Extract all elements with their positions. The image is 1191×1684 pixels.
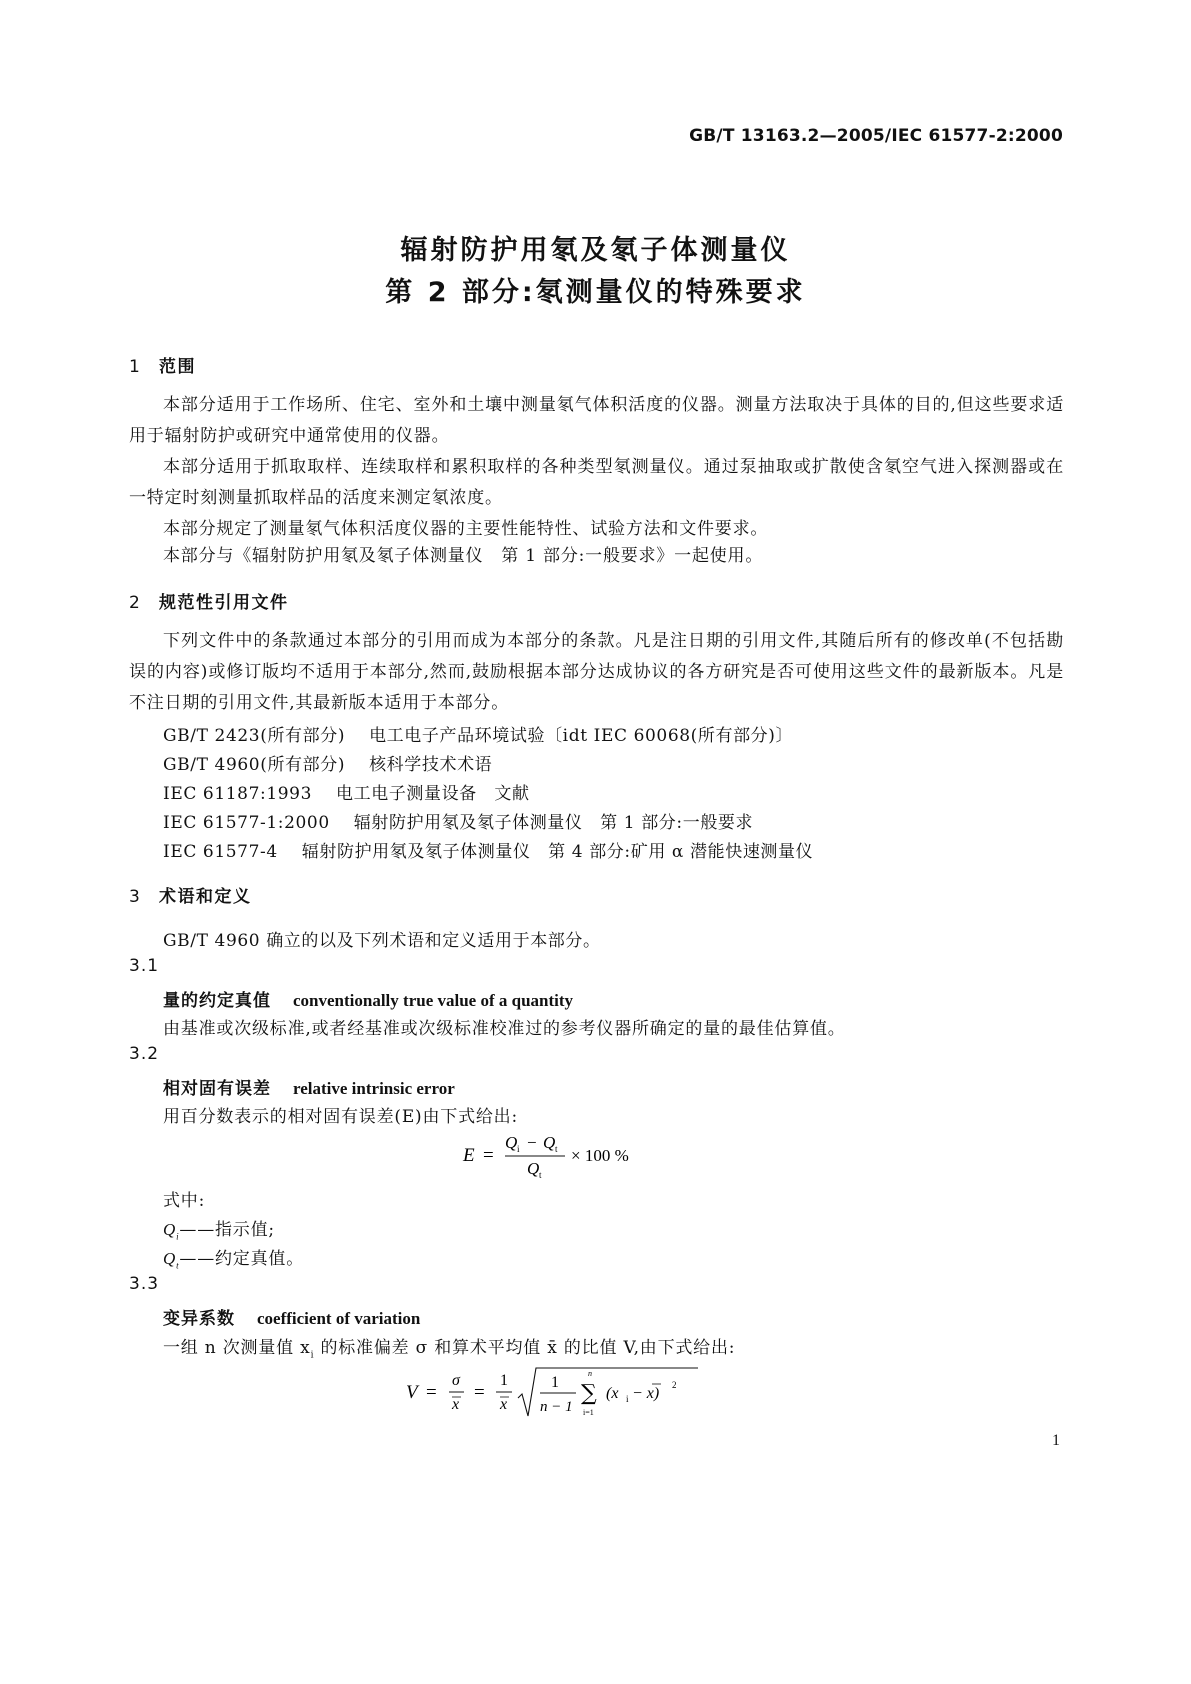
reference-title: 电工电子产品环境试验〔idt IEC 60068(所有部分)〕 bbox=[369, 726, 794, 746]
section-2-heading bbox=[129, 588, 289, 613]
reference-title: 辐射防护用氡及氡子体测量仪 第 1 部分:一般要求 bbox=[353, 813, 754, 833]
term-definition: 用百分数表示的相对固有误差(E)由下式给出: bbox=[163, 1107, 519, 1127]
svg-text:t: t bbox=[555, 1144, 558, 1154]
section-1-heading bbox=[129, 352, 196, 377]
variable-symbol: $Q_t$ bbox=[163, 1249, 180, 1271]
section-title: 规范性引用文件 bbox=[159, 593, 289, 613]
term-definition: 一组 n 次测量值 $x_i$ 的标准偏差 σ 和算术平均值 x̄ 的比值 V,由下式给出: bbox=[163, 1338, 736, 1361]
svg-text:=: = bbox=[483, 1145, 494, 1166]
where-label: 式中: bbox=[163, 1191, 206, 1211]
reference-title: 核科学技术术语 bbox=[369, 755, 493, 775]
variable-definition: $Q_i——$指示值; bbox=[163, 1220, 275, 1242]
term-english: coefficient of variation bbox=[257, 1309, 421, 1328]
reference-item bbox=[163, 808, 753, 833]
section-3-heading bbox=[129, 882, 252, 907]
svg-text:t: t bbox=[539, 1170, 542, 1180]
svg-text:1: 1 bbox=[500, 1372, 508, 1389]
term-english: conventionally true value of a quantity bbox=[293, 991, 574, 1010]
svg-text:x: x bbox=[500, 1396, 508, 1413]
paragraph: 本部分规定了测量氡气体积活度仪器的主要性能特性、试验方法和文件要求。 bbox=[163, 519, 769, 539]
section-number: 1 bbox=[129, 357, 142, 377]
paragraph: 本部分适用于工作场所、住宅、室外和土壤中测量氡气体积活度的仪器。测量方法取决于具体的目的,但这些要求适用于辐射防护或研究中通常使用的仪器。 bbox=[129, 395, 1064, 446]
svg-text:n − 1: n − 1 bbox=[540, 1399, 573, 1415]
paragraph: 本部分适用于抓取取样、连续取样和累积取样的各种类型氡测量仪。通过泵抽取或扩散使含氡空气进入探测器或在一特定时刻测量抓取样品的活度来测定氡浓度。 bbox=[129, 457, 1064, 508]
sum-sign: ∑ bbox=[581, 1381, 597, 1406]
term-chinese: 量的约定真值 bbox=[163, 991, 271, 1011]
clause-number: 3.3 bbox=[129, 1274, 160, 1294]
reference-code: IEC 61577-1:2000 bbox=[163, 813, 330, 833]
svg-text:(x: (x bbox=[606, 1385, 619, 1402]
numerator-qt: Q bbox=[543, 1133, 556, 1152]
term-english: relative intrinsic error bbox=[293, 1079, 455, 1098]
reference-item bbox=[163, 837, 813, 862]
svg-text:n: n bbox=[588, 1369, 592, 1378]
reference-item bbox=[163, 779, 530, 804]
svg-text:i: i bbox=[626, 1394, 629, 1404]
paragraph: 下列文件中的条款通过本部分的引用而成为本部分的条款。凡是注日期的引用文件,其随后所有的修改单(不包括勘误的内容)或修订版均不适用于本部分,然而,鼓励根据本部分达成协议的各方研究是否可使用这些文件的最新版本。凡是不注日期的引用文件,其最新版本适用于本部分。 bbox=[129, 631, 1064, 713]
standard-code: GB/T 13163.2—2005/IEC 61577-2:2000 bbox=[689, 126, 1063, 146]
reference-item bbox=[163, 750, 492, 775]
svg-text:x: x bbox=[452, 1396, 460, 1413]
term-entry bbox=[163, 1304, 420, 1329]
svg-text:=: = bbox=[426, 1382, 437, 1403]
section-number: 3 bbox=[129, 887, 142, 907]
term-entry bbox=[163, 1074, 455, 1099]
denominator-qt: Q bbox=[527, 1159, 540, 1178]
reference-code: GB/T 4960(所有部分) bbox=[163, 755, 346, 775]
reference-code: IEC 61187:1993 bbox=[163, 784, 313, 804]
reference-title: 电工电子测量设备 文献 bbox=[336, 784, 530, 804]
svg-text:− x): − x) bbox=[632, 1385, 660, 1402]
reference-code: IEC 61577-4 bbox=[163, 842, 278, 862]
svg-text:i: i bbox=[517, 1144, 520, 1154]
document-title-line1: 辐射防护用氡及氡子体测量仪 bbox=[400, 235, 791, 266]
reference-code: GB/T 2423(所有部分) bbox=[163, 726, 346, 746]
document-title-line2: 第 2 部分:氡测量仪的特殊要求 bbox=[385, 277, 806, 308]
variable-definition: $Q_t——$约定真值。 bbox=[163, 1249, 304, 1271]
term-chinese: 变异系数 bbox=[163, 1309, 235, 1329]
relative-error-formula bbox=[455, 1128, 655, 1184]
coefficient-of-variation-formula bbox=[400, 1360, 710, 1426]
variable-symbol: $Q_i$ bbox=[163, 1220, 180, 1242]
svg-text:1: 1 bbox=[551, 1374, 559, 1391]
reference-title: 辐射防护用氡及氡子体测量仪 第 4 部分:矿用 α 潜能快速测量仪 bbox=[301, 842, 814, 862]
clause-number: 3.2 bbox=[129, 1044, 160, 1064]
formula-lhs: V bbox=[406, 1382, 418, 1403]
numerator-q: Q bbox=[505, 1133, 518, 1152]
formula-lhs: E bbox=[463, 1145, 475, 1166]
section-number: 2 bbox=[129, 593, 142, 613]
paragraph: 本部分与《辐射防护用氡及氡子体测量仪 第 1 部分:一般要求》一起使用。 bbox=[163, 546, 764, 566]
paragraph: GB/T 4960 确立的以及下列术语和定义适用于本部分。 bbox=[163, 931, 601, 951]
percent-factor: × 100 % bbox=[571, 1146, 629, 1165]
svg-text:i=1: i=1 bbox=[583, 1408, 594, 1417]
svg-text:σ: σ bbox=[452, 1372, 460, 1389]
term-chinese: 相对固有误差 bbox=[163, 1079, 271, 1099]
reference-item bbox=[163, 721, 793, 746]
term-entry bbox=[163, 986, 573, 1011]
term-definition: 由基准或次级标准,或者经基准或次级标准校准过的参考仪器所确定的量的最佳估算值。 bbox=[163, 1019, 846, 1039]
clause-number: 3.1 bbox=[129, 956, 160, 976]
section-title: 术语和定义 bbox=[159, 887, 252, 907]
section-title: 范围 bbox=[159, 357, 196, 377]
page-number: 1 bbox=[1052, 1432, 1060, 1449]
svg-text:=: = bbox=[474, 1382, 485, 1403]
svg-text:−: − bbox=[527, 1133, 537, 1152]
svg-text:2: 2 bbox=[672, 1380, 677, 1390]
